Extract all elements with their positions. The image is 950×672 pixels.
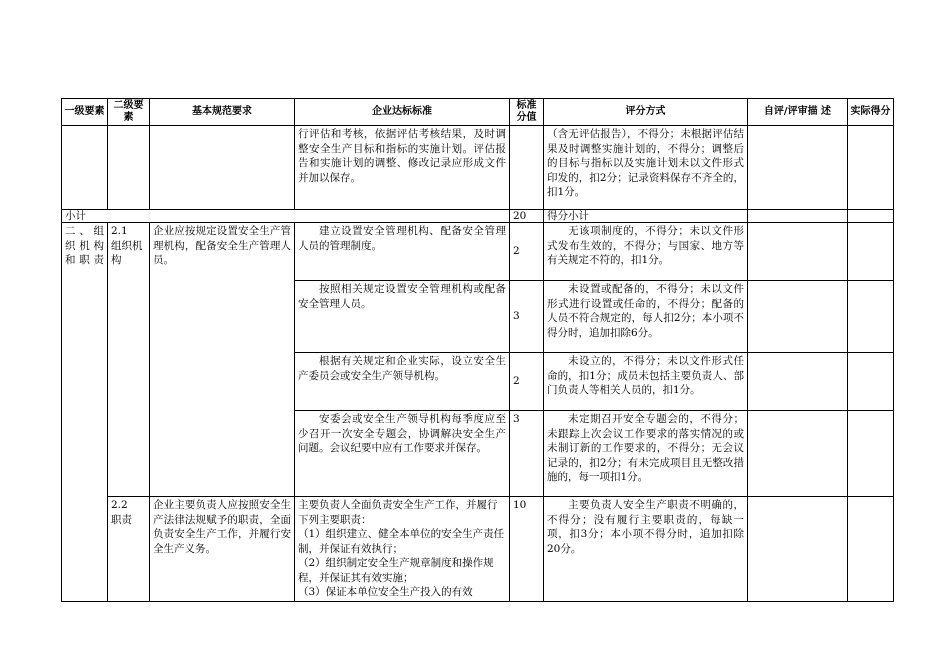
section-level2-name: 职责 [111, 513, 132, 526]
header-self-review: 自评/评审描 述 [748, 99, 848, 126]
cell-requirement: 企业应按规定设置安全生产管理机构，配备安全生产管理人员。 [150, 223, 295, 497]
cell-score: 3 [510, 281, 544, 353]
cell-level2 [108, 126, 150, 210]
cell-scoring: 未设置或配备的，不得分；未以文件形式进行设置或任命的，不得分；配备的人员不符合规定的，每人扣2分；本小项不得分时，追加扣除6分。 [544, 281, 748, 353]
cell-score [510, 126, 544, 210]
cell-score: 3 [510, 411, 544, 497]
cell-standard: 建立设置安全管理机构、配备安全管理人员的管理制度。 [295, 223, 510, 281]
assessment-table [61, 98, 894, 602]
cell-scoring: 无该项制度的，不得分；未以文件形式发布生效的，不得分；与国家、地方等有关规定不符的，扣1分。 [544, 223, 748, 281]
cell-score: 2 [510, 223, 544, 281]
cell-actual-score [848, 353, 894, 411]
header-row [62, 99, 894, 126]
header-level1: 一级要素 [62, 99, 108, 126]
cell-actual-score [848, 497, 894, 602]
standard-line: 主要负责人全面负责安全生产工作，并履行下列主要职责： [298, 499, 498, 526]
subtotal-self-review [748, 210, 848, 223]
cell-actual-score [848, 223, 894, 281]
standard-line: （3）保证本单位安全生产投入的有效 [298, 586, 473, 598]
standard-line: （1）组织建立、健全本单位的安全生产责任制，并保证有效执行； [298, 528, 505, 555]
subtotal-score: 20 [510, 210, 544, 223]
section-level2-name: 组织机构 [111, 239, 143, 266]
header-standard-score: 标准分值 [510, 99, 544, 126]
cell-standard: 按照相关规定设置安全管理机构或配备安全管理人员。 [295, 281, 510, 353]
header-actual-score: 实际得分 [848, 99, 894, 126]
cell-scoring: 未设立的，不得分；未以文件形式任命的，扣1分；成员未包括主要负责人、部门负责人等相关人员的，扣1分。 [544, 353, 748, 411]
cell-requirement: 企业主要负责人应按照安全生产法律法规赋予的职责，全面负责安全生产工作，并履行安全生产义务。 [150, 497, 295, 602]
section-level2-code: 2.1 [111, 225, 128, 237]
section-level2-cell [108, 497, 150, 602]
header-level2: 二级要素 [108, 99, 150, 126]
table-row [62, 126, 894, 210]
cell-standard: 安委会或安全生产领导机构每季度应至少召开一次安全专题会，协调解决安全生产问题。会议纪要中应有工作要求并保存。 [295, 411, 510, 497]
subtotal-row [62, 210, 894, 223]
cell-self-review [748, 353, 848, 411]
section-level2-code: 2.2 [111, 499, 128, 511]
cell-actual-score [848, 281, 894, 353]
table-row [62, 223, 894, 281]
cell-scoring: 未定期召开安全专题会的，不得分；未跟踪上次会议工作要求的落实情况的或未制订新的工作要求的，不得分；无会议记录的，扣2分；有未完成项目且无整改措施的，每一项扣1分。 [544, 411, 748, 497]
cell-actual-score [848, 411, 894, 497]
section-level1-label: 二、组织机构和职责 [62, 223, 108, 602]
cell-level1 [62, 126, 108, 210]
cell-standard: 行评估和考核，依据评估考核结果，及时调整安全生产目标和指标的实施计划。评估报告和实施计划的调整、修改记录应形成文件并加以保存。 [295, 126, 510, 210]
cell-requirement [150, 126, 295, 210]
subtotal-actual-score [848, 210, 894, 223]
cell-self-review [748, 281, 848, 353]
cell-score: 2 [510, 353, 544, 411]
subtotal-label: 小计 [62, 210, 510, 223]
cell-self-review [748, 126, 848, 210]
standard-line: （2）组织制定安全生产规章制度和操作规程，并保证其有效实施； [298, 557, 494, 584]
table-row [62, 497, 894, 602]
cell-scoring: （含无评估报告），不得分；未根据评估结果及时调整实施计划的，不得分；调整后的目标与指标以及实施计划未以文件形式印发的，扣2分；记录资料保存不齐全的，扣1分。 [544, 126, 748, 210]
cell-self-review [748, 223, 848, 281]
cell-standard: 根据有关规定和企业实际，设立安全生产委员会或安全生产领导机构。 [295, 353, 510, 411]
cell-standard [295, 497, 510, 602]
header-enterprise-standard: 企业达标标准 [295, 99, 510, 126]
cell-actual-score [848, 126, 894, 210]
header-scoring-method: 评分方式 [544, 99, 748, 126]
section-level2-cell [108, 223, 150, 497]
cell-scoring: 主要负责人安全生产职责不明确的，不得分；没有履行主要职责的，每缺一项，扣3分；本小项不得分时，追加扣除20分。 [544, 497, 748, 602]
subtotal-scoring: 得分小计 [544, 210, 748, 223]
header-basic-requirements: 基本规范要求 [150, 99, 295, 126]
cell-score: 10 [510, 497, 544, 602]
cell-self-review [748, 411, 848, 497]
cell-self-review [748, 497, 848, 602]
